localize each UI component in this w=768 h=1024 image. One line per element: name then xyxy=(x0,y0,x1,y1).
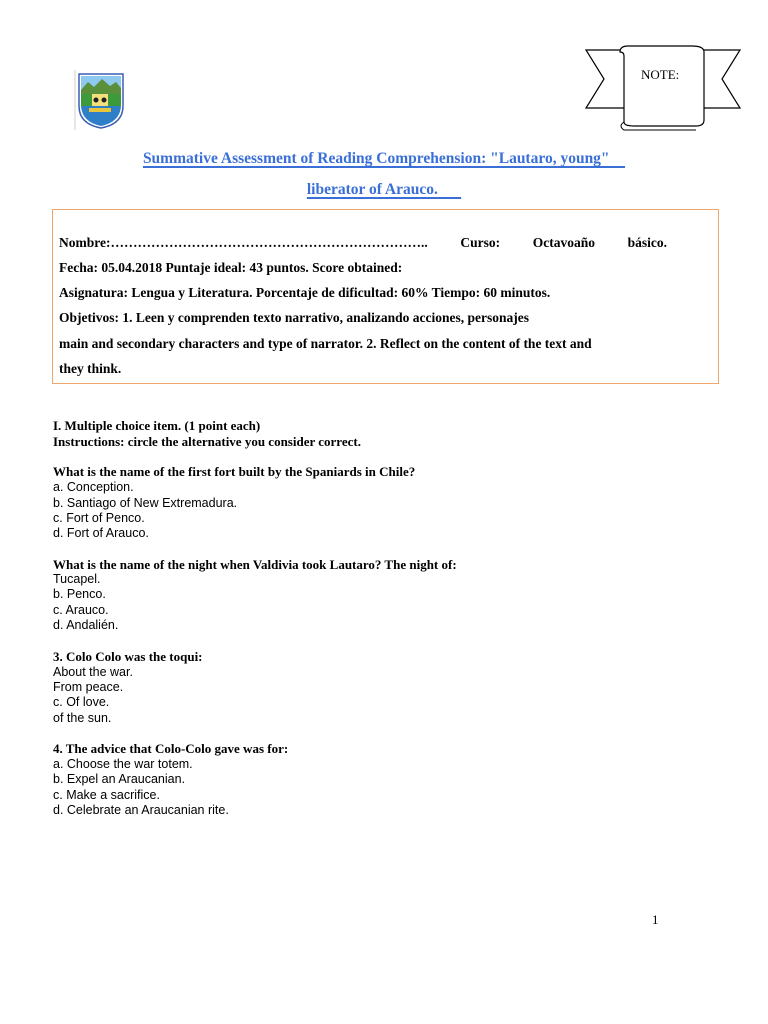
question-3-option-c: c. Of love. xyxy=(53,695,110,709)
question-4-option-a: a. Choose the war totem. xyxy=(53,757,193,771)
note-label: NOTE: xyxy=(641,67,680,82)
question-3-option-a: About the war. xyxy=(53,665,133,679)
question-1-option-d: d. Fort of Arauco. xyxy=(53,526,149,540)
assessment-title-line2: liberator of Arauco. xyxy=(306,181,462,198)
question-2-option-c: c. Arauco. xyxy=(53,603,109,617)
question-2-option-a: Tucapel. xyxy=(53,572,101,586)
nombre-field: Nombre:…………………………………………………………….. xyxy=(59,235,428,250)
section-heading: I. Multiple choice item. (1 point each) xyxy=(53,418,261,433)
question-2-option-d: d. Andalién. xyxy=(53,618,119,632)
question-2-text: What is the name of the night when Valdivia took Lautaro? The night of: xyxy=(53,557,457,572)
question-4-option-d: d. Celebrate an Araucanian rite. xyxy=(53,803,229,817)
section-instructions: Instructions: circle the alternative you consider correct. xyxy=(53,434,361,449)
question-3-option-b: From peace. xyxy=(53,680,124,694)
question-4-option-c: c. Make a sacrifice. xyxy=(53,788,160,802)
note-score-banner xyxy=(584,44,742,132)
question-2-option-b: b. Penco. xyxy=(53,587,106,601)
curso-label: Curso: xyxy=(460,235,501,250)
curso-value: Octavoaño xyxy=(532,235,595,250)
school-crest-logo xyxy=(74,70,126,130)
objetivos-line-1: Objetivos: 1. Leen y comprenden texto narrativo, analizando acciones, personajes xyxy=(59,310,529,325)
page-number: 1 xyxy=(652,912,659,927)
objetivos-line-2: main and secondary characters and type of narrator. 2. Reflect on the content of the text and xyxy=(59,336,592,351)
question-4-option-b: b. Expel an Araucanian. xyxy=(53,772,186,786)
question-3-text: 3. Colo Colo was the toqui: xyxy=(53,649,203,664)
nombre-curso-line xyxy=(59,235,667,251)
objetivos-line-3: they think. xyxy=(59,361,122,376)
curso-level: básico. xyxy=(627,235,667,250)
asignatura-line: Asignatura: Lengua y Literatura. Porcentaje de dificultad: 60% Tiempo: 60 minutos. xyxy=(59,285,551,300)
question-1-option-a: a. Conception. xyxy=(53,480,134,494)
question-1-text: What is the name of the first fort built by the Spaniards in Chile? xyxy=(53,464,416,479)
question-3-option-d: of the sun. xyxy=(53,711,112,725)
question-1-option-b: b. Santiago of New Extremadura. xyxy=(53,496,238,510)
question-4-text: 4. The advice that Colo-Colo gave was for: xyxy=(53,741,289,756)
fecha-line: Fecha: 05.04.2018 Puntaje ideal: 43 puntos. Score obtained: xyxy=(59,260,403,275)
assessment-title-line1: Summative Assessment of Reading Comprehension: "Lautaro, young" xyxy=(142,150,626,167)
question-1-option-c: c. Fort of Penco. xyxy=(53,511,145,525)
